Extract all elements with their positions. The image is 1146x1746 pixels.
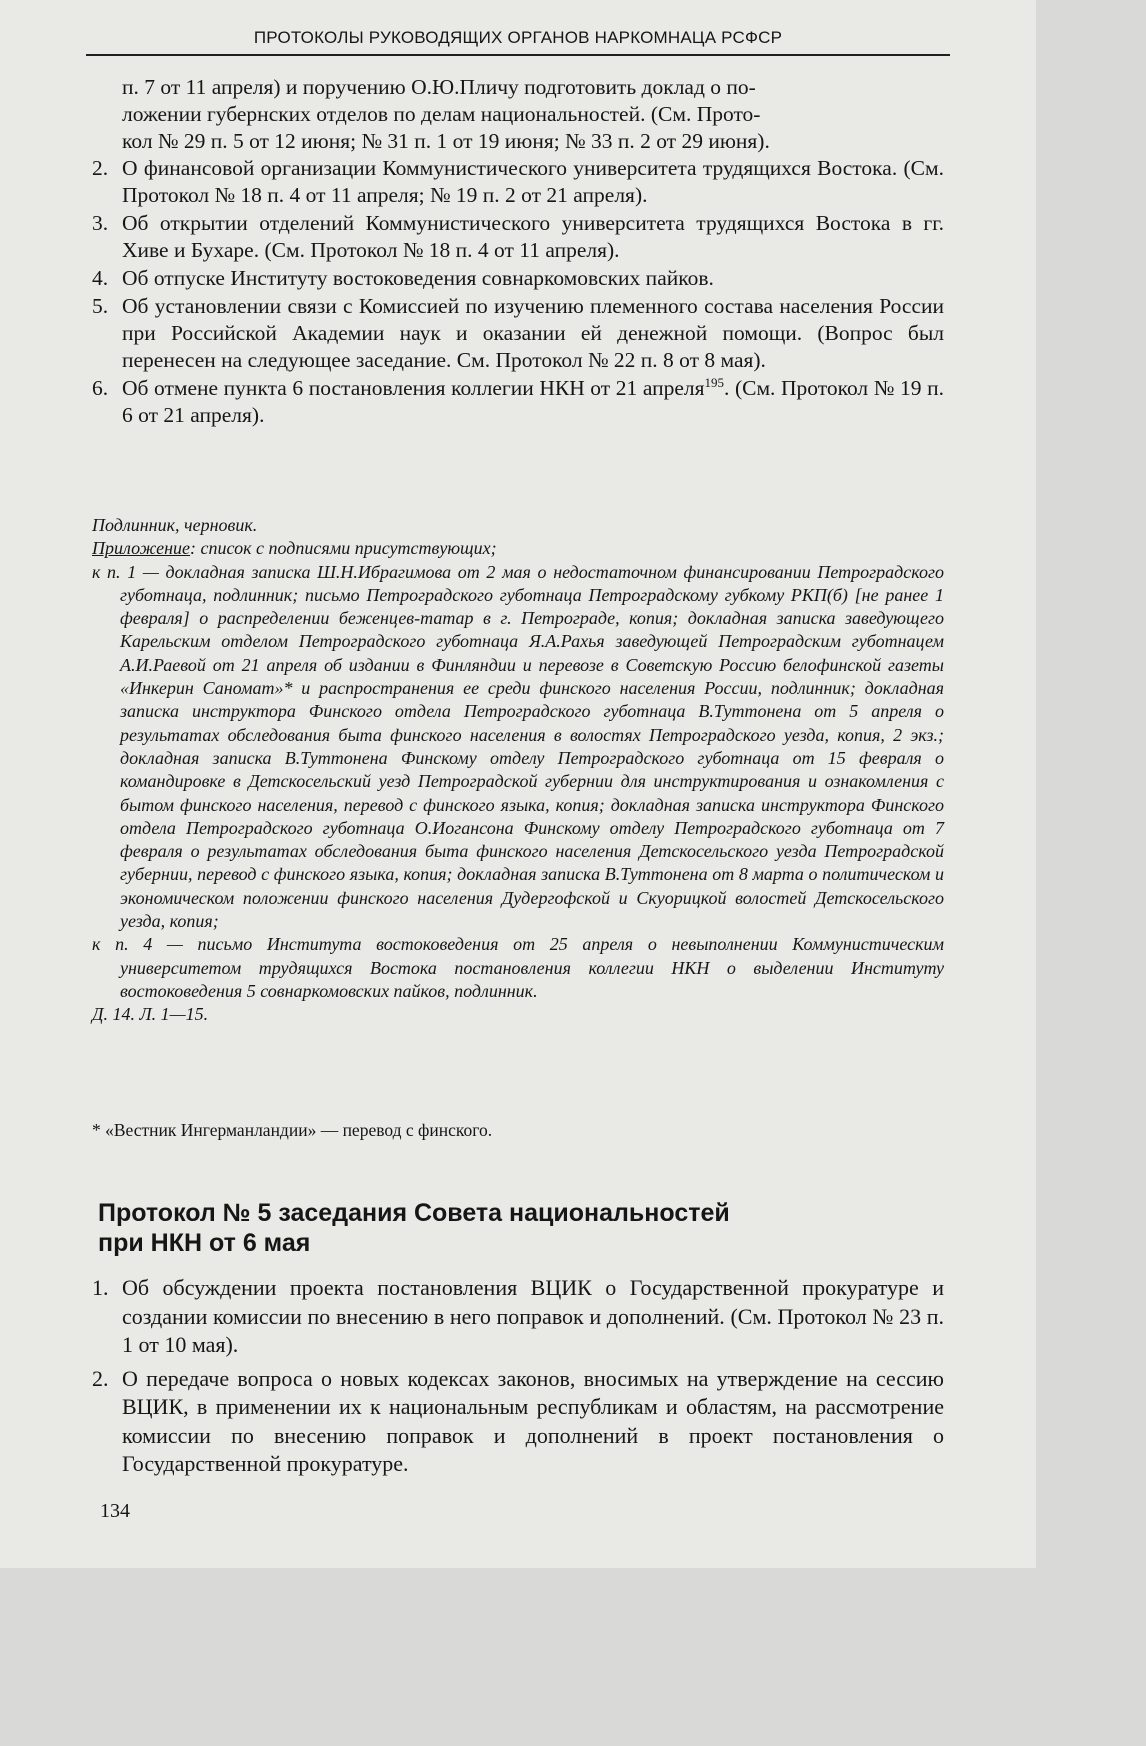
agenda-item <box>92 210 944 264</box>
item-number: 2. <box>92 1365 109 1391</box>
agenda-top <box>92 74 944 430</box>
running-head: ПРОТОКОЛЫ РУКОВОДЯЩИХ ОРГАНОВ НАРКОМНАЦА РСФСР <box>253 28 783 47</box>
agenda-list <box>92 155 944 429</box>
document-status: Подлинник, черновик. <box>92 515 258 535</box>
section-title-line-2: при НКН от 6 мая <box>98 1229 311 1257</box>
footnote: * «Вестник Ингерманландии» — перевод с финского. <box>92 1120 493 1140</box>
page-number: 134 <box>100 1500 130 1522</box>
archive-reference: Д. 14. Л. 1—15. <box>92 1004 209 1025</box>
footnote-ref[interactable]: 195 <box>704 374 724 390</box>
item-text: Об обсуждении проекта постановления ВЦИК о Государственной прокуратуре и создании комиссии по внесению в него поправок и дополнений. (См. Протокол № 23 п. 1 от 10 мая). <box>122 1275 944 1357</box>
item-text: Об отпуске Институту востоковедения совнаркомовских пайков. <box>122 266 714 290</box>
agenda-item <box>92 155 944 209</box>
item-number: 1. <box>92 1275 109 1300</box>
appendix-item-4: к п. 4 — письмо Института востоковедения от 25 апреля о невыполнении Коммунистическим университетом трудящихся Востока постановления коллегии НКН о выделении Институту востоковедения 5 совнаркомовских пайков, подлинник. <box>92 934 944 1001</box>
appendix-text: : список с подписями присутствующих; <box>190 538 497 559</box>
item-number: 3. <box>92 211 109 235</box>
item-text: Об установлении связи с Комиссией по изучению племенного состава населения России при Российской Академии наук и оказании ей денежной помощи. (Вопрос был перенесен на следующее заседание. См. Протокол № 22 п. 8 от 8 мая). <box>122 294 944 372</box>
agenda-item <box>92 265 944 292</box>
continuation-line: кол № 29 п. 5 от 12 июня; № 31 п. 1 от 19 июня; № 33 п. 2 от 29 июня). <box>122 129 770 153</box>
item-text: О передаче вопроса о новых кодексах законов, вносимых на утверждение на сессию ВЦИК, в применении их к национальным республикам и областям, на рассмотрение комиссии по внесению поправок и дополнений в проект постановления о Государственной прокуратуре. <box>122 1365 944 1476</box>
agenda-item <box>92 1274 944 1360</box>
item-number: 5. <box>92 294 109 318</box>
agenda-item <box>92 293 944 374</box>
appendix-line <box>92 537 944 560</box>
item-text: О финансовой организации Коммунистического университета трудящихся Востока. (См. Протокол № 18 п. 4 от 11 апреля; № 19 п. 2 от 21 апреля). <box>122 156 944 207</box>
section-agenda <box>92 1274 944 1484</box>
section-title-line-1: Протокол № 5 заседания Совета национальностей <box>98 1199 730 1227</box>
item-text: Об открытии отделений Коммунистического университета трудящихся Востока в гг. Хиве и Бухаре. (См. Протокол № 18 п. 4 от 11 апреля). <box>122 211 944 262</box>
section-title <box>98 1198 938 1258</box>
continuation-line: п. 7 от 11 апреля) и поручению О.Ю.Пличу подготовить доклад о по- <box>122 75 756 99</box>
item-number: 6. <box>92 376 109 400</box>
agenda-continuation <box>92 74 944 155</box>
section-agenda-list <box>92 1274 944 1479</box>
agenda-item <box>92 1365 944 1479</box>
archival-notes <box>92 514 944 1027</box>
continuation-line: ложении губернских отделов по делам национальностей. (См. Прото- <box>122 102 761 126</box>
item-number: 4. <box>92 266 109 290</box>
appendix-label: Приложение <box>92 538 191 559</box>
item-text-tail: . (См. Протокол № 19 п. 6 от 21 апреля). <box>122 376 944 427</box>
item-number: 2. <box>92 156 109 180</box>
appendix-item-1: к п. 1 — докладная записка Ш.Н.Ибрагимова от 2 мая о недостаточном финансировании Петроградского губотнаца, подлинник; письмо Петроградского губотнаца Петроградскому губкому РКП(б) [не ранее 1 февраля] о распределении беженцев-татар в г. Петрограде, копия; докладная записка заведующего Карельским отделом Петроградского губотнаца Я.А.Рахья заведующей Петроградским губотнацем А.И.Раевой от 21 апреля об издании в Финляндии и перевозе в Советскую Россию белофинской газеты «Инкерин Саномат»* и распространения ее среди финского населения России, подлинник; докладная записка инструктора Финского отдела Петроградского губотнаца В.Туттонена от 5 апреля о результатах обследования быта финского населения в волостях Петроградского уезда, копия, 2 экз.; докладная записка В.Туттонена Финскому отделу Петроградского губотнаца от 15 февраля о командировке в Детскосельский уезд Петроградской губернии для инструктирования и ознакомления с бытом финского населения, перевод с финского языка, копия; докладная записка инструктора Финского отдела Петроградского губотнаца О.Иогансона Финскому отделу Петроградского губотнаца от 7 февраля о результатах обследования быта финского населения Детскосельского уезда Петроградской губернии, перевод с финского языка, копия; докладная записка В.Туттонена от 8 марта о политическом и экономическом положении финского населения Дудергофской и Скуорицкой волостей Детскосельского уезда, копия; <box>92 561 944 932</box>
header-rule <box>86 54 950 56</box>
agenda-item <box>92 375 944 429</box>
item-text: Об отмене пункта 6 постановления коллегии НКН от 21 апреля <box>122 376 705 400</box>
